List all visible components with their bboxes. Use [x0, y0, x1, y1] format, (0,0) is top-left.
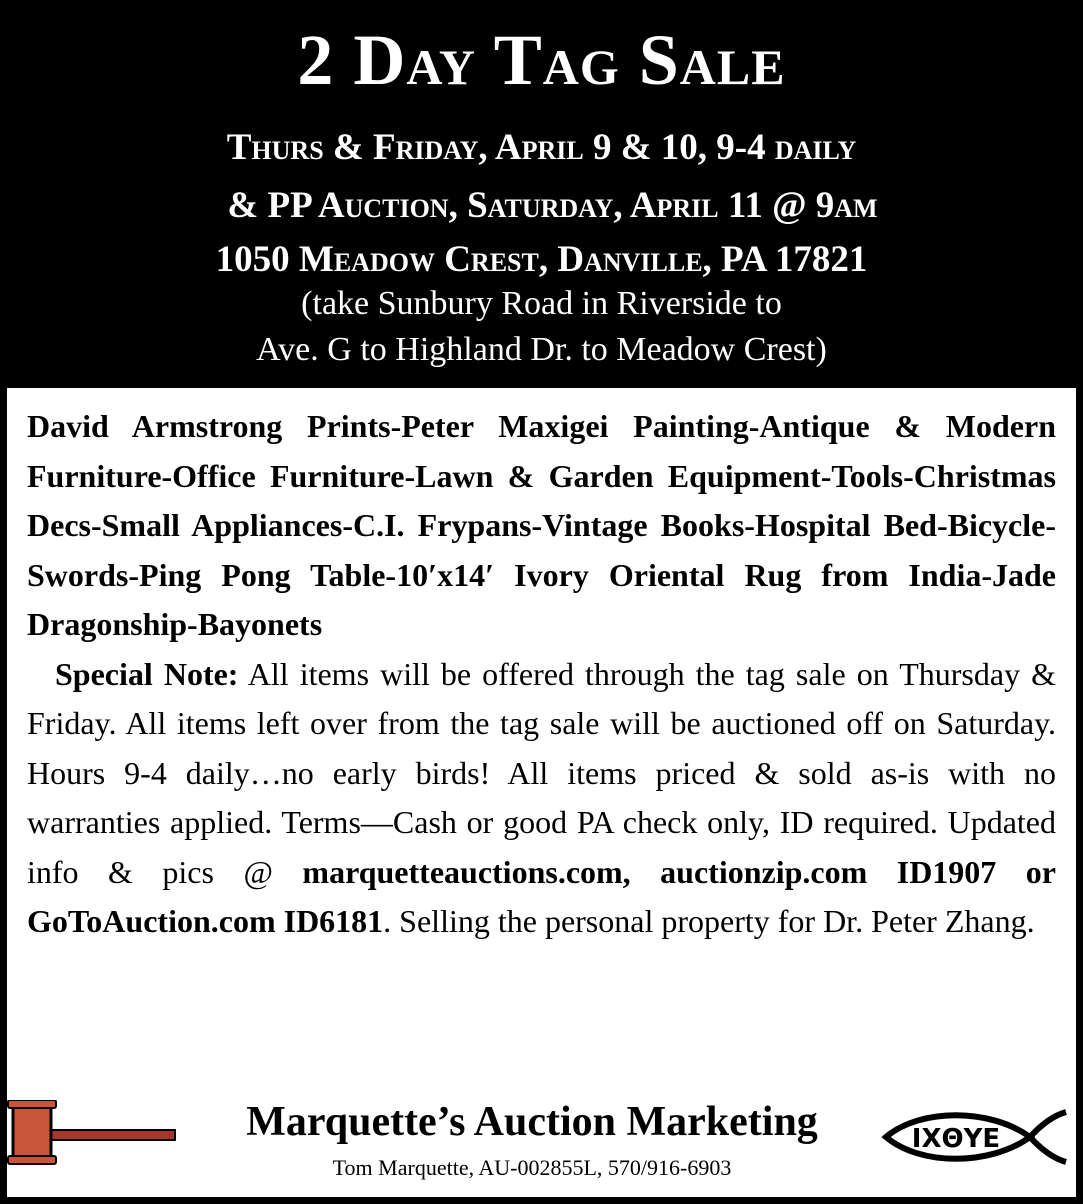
directions-line-1: (take Sunbury Road in Riverside to [301, 285, 782, 322]
sale-dates: Thurs & Friday, April 9 & 10, 9-4 daily [226, 127, 857, 168]
auction-websites: marquetteauctions.com, auctionzip.com ID1907 or GoToAuction.com ID6181 [27, 853, 1057, 939]
auction-date: & PP Auction, Saturday, April 11 @ 9am [227, 185, 878, 226]
fish-lettering: IXΘYE [911, 1124, 1001, 1154]
company-contact: Tom Marquette, AU-002855L, 570/916-6903 [332, 1155, 732, 1180]
ad-footer [7, 1088, 1076, 1193]
special-note-text: All items will be offered through the tag sale on Thursday & Friday. All items left over from the tag sale will be auctioned off on Saturday. Hours 9-4 daily…no early birds! All items priced & sold as-is with no warranties applied. Terms—Cash or good PA check only, ID required. Updated info & pics @ [27, 655, 1057, 890]
directions-line-2: Ave. G to Highland Dr. to Meadow Crest) [256, 331, 827, 368]
company-name: Marquette’s Auction Marketing [246, 1099, 818, 1145]
gavel-icon [7, 1100, 179, 1166]
ad-body [7, 388, 1076, 1197]
sale-address: 1050 Meadow Crest, Danville, PA 17821 [215, 239, 868, 280]
ichthys-fish-icon [880, 1106, 1070, 1168]
ad-title: 2 Day Tag Sale [297, 20, 786, 100]
item-list: David Armstrong Prints-Peter Maxigei Painting-Antique & Modern Furniture-Office Furniture-Lawn & Garden Equipment-Tools-Christmas Decs-Small Appliances-C.I. Frypans-Vintage Books-Hospital Bed-Bicycle-Swords-Ping Pong Table-10′x14′ Ivory Oriental Rug from India-Jade Dragonship-Bayonets [27, 408, 1056, 642]
ad-header [0, 0, 1083, 388]
special-note-label: Special Note: [55, 655, 239, 692]
special-note-end: . Selling the personal property for Dr. Peter Zhang. [383, 903, 1035, 939]
special-note [27, 650, 1056, 947]
